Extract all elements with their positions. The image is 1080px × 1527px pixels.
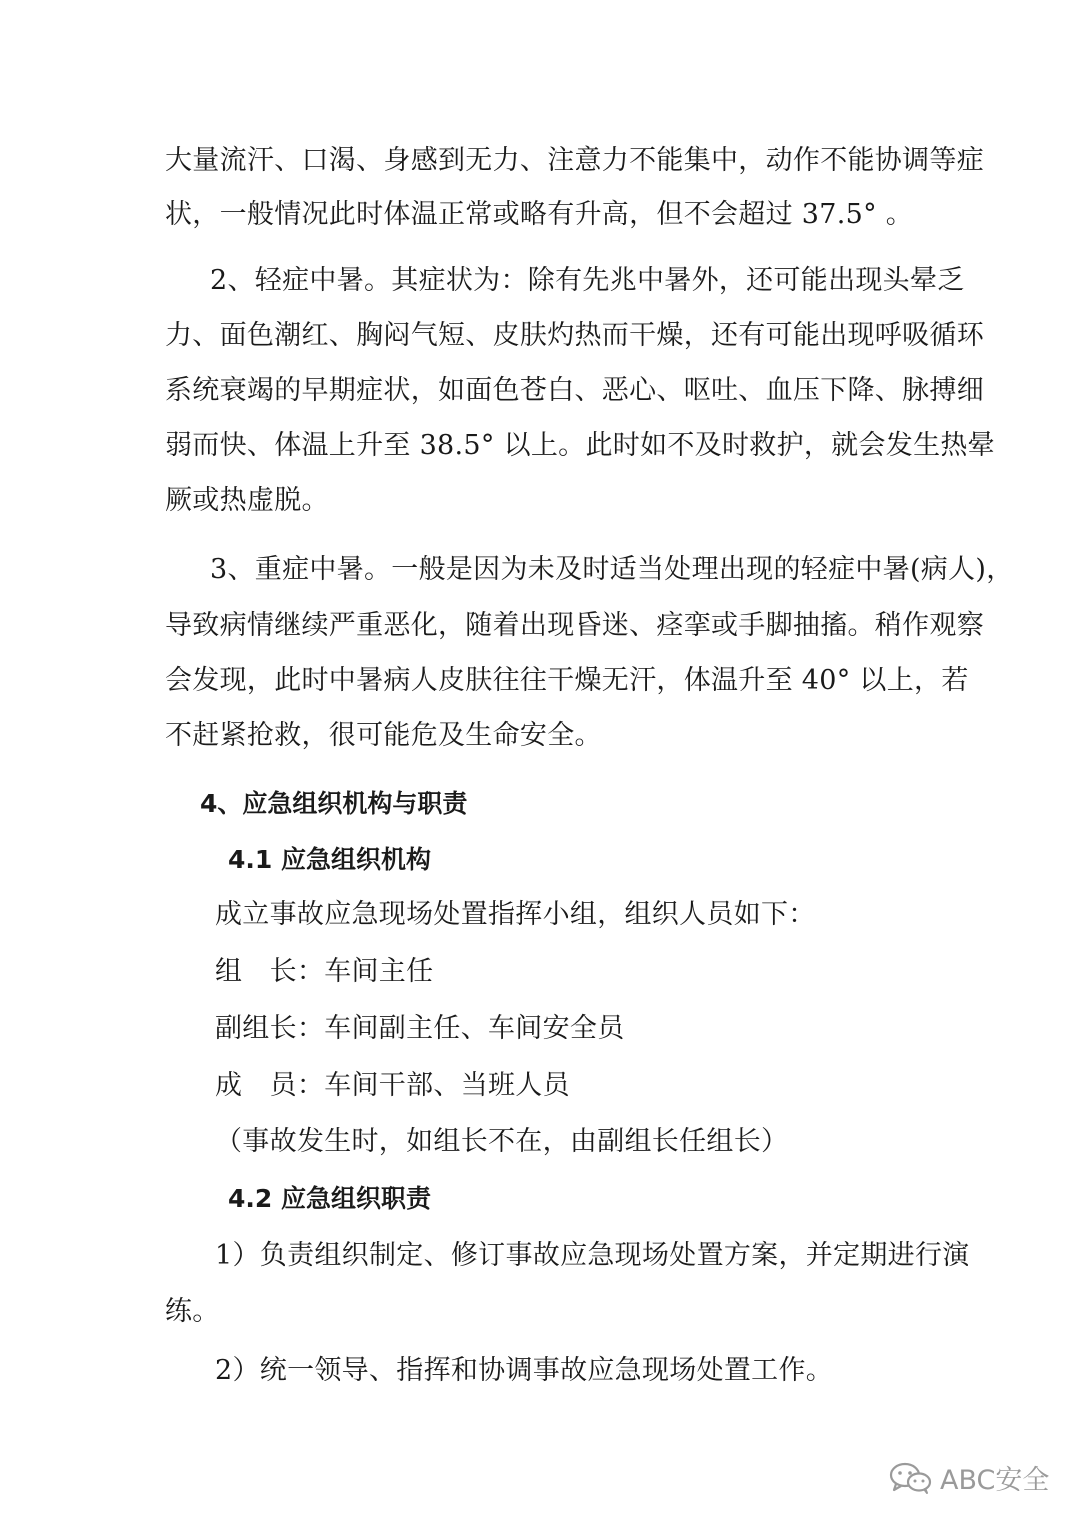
paragraph-line: 会发现，此时中暑病人皮肤往往干燥无汗，体温升至 40° 以上，若 <box>165 665 969 696</box>
list-item-line: 2）统一领导、指挥和协调事故应急现场处置工作。 <box>215 1355 834 1386</box>
paragraph-line: 3、重症中暑。一般是因为未及时适当处理出现的轻症中暑(病人)， <box>210 554 1014 585</box>
team-members-line: 成 员：车间干部、当班人员 <box>215 1070 570 1101</box>
paragraph-line: 导致病情继续严重恶化，随着出现昏迷、痉挛或手脚抽搐。稍作观察 <box>165 610 984 641</box>
section-heading-4-2: 4.2 应急组织职责 <box>228 1184 431 1213</box>
list-item-line: 练。 <box>165 1296 220 1327</box>
paragraph-line: 大量流汗、口渴、身感到无力、注意力不能集中，动作不能协调等症 <box>165 145 984 176</box>
paragraph-line: 厥或热虚脱。 <box>165 485 329 516</box>
watermark <box>888 1458 1049 1497</box>
section-heading-4: 4、应急组织机构与职责 <box>200 789 468 818</box>
team-note-line: （事故发生时，如组长不在，由副组长任组长） <box>215 1126 789 1157</box>
paragraph-line: 系统衰竭的早期症状，如面色苍白、恶心、呕吐、血压下降、脉搏细 <box>165 375 984 406</box>
team-leader-line: 组 长：车间主任 <box>215 956 434 987</box>
paragraph-line: 弱而快、体温上升至 38.5° 以上。此时如不及时救护，就会发生热晕 <box>165 430 995 461</box>
paragraph-line: 成立事故应急现场处置指挥小组，组织人员如下： <box>215 899 816 930</box>
watermark-text: ABC安全 <box>940 1465 1050 1496</box>
paragraph-line: 2、轻症中暑。其症状为：除有先兆中暑外，还可能出现头晕乏 <box>210 265 965 296</box>
list-item-line: 1）负责组织制定、修订事故应急现场处置方案，并定期进行演 <box>215 1240 970 1271</box>
team-deputy-line: 副组长：车间副主任、车间安全员 <box>215 1013 625 1044</box>
wechat-icon <box>888 1461 932 1495</box>
paragraph-line: 状，一般情况此时体温正常或略有升高，但不会超过 37.5° 。 <box>165 199 914 230</box>
paragraph-line: 不赶紧抢救，很可能危及生命安全。 <box>165 720 602 751</box>
paragraph-line: 力、面色潮红、胸闷气短、皮肤灼热而干燥，还有可能出现呼吸循环 <box>165 320 984 351</box>
section-heading-4-1: 4.1 应急组织机构 <box>228 845 431 874</box>
